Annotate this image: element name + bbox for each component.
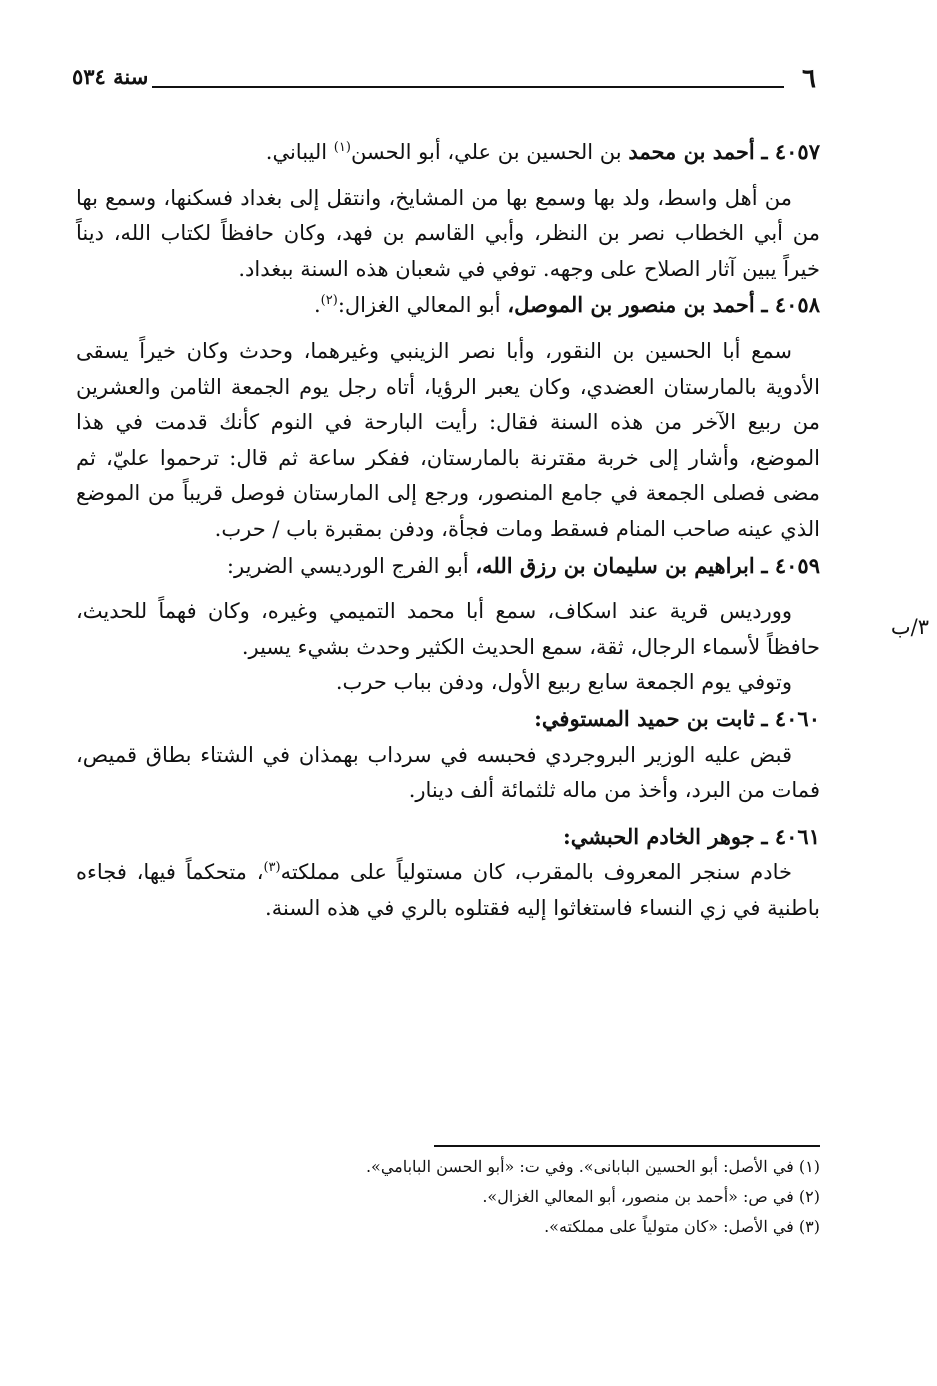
entry-heading-text: بن الحسين بن علي، أبو الحسن	[350, 140, 622, 164]
entry-name: ابراهيم بن سليمان بن رزق الله،	[475, 552, 755, 578]
entry-number: ٤٠٥٩ ـ	[761, 552, 820, 578]
entry-paragraph: من أهل واسط، ولد بها وسمع بها من المشايخ، وانتقل إلى بغداد فسكنها، وسمع بها من أبي الخطاب نصر بن النظر، وأبي القاسم بن فهد، وكان حافظاً لكتاب الله، ديناً خيراً يبين آثار الصلاح على وجهه. توفي في شعبان هذه السنة ببغداد.	[76, 185, 820, 281]
entry-paragraph-text: خادم سنجر المعروف بالمقرب، كان مستولياً على مملكته	[280, 860, 792, 885]
entry-heading	[76, 819, 820, 856]
header-rule	[152, 86, 784, 88]
entry-heading	[76, 134, 820, 171]
footnote-ref: (١)	[333, 140, 351, 155]
footnote-ref: (٣)	[263, 860, 281, 876]
entry-number: ٤٠٦٠ ـ	[761, 705, 820, 731]
entry-paragraph	[76, 855, 820, 926]
footnote: (٢) في ص: «أحمد بن منصور، أبو المعالي الغزال».	[482, 1187, 820, 1206]
entry-heading-text: أبو الفرج الورديسي الضرير:	[226, 553, 469, 578]
entry-paragraph: وورديس قرية عند اسكاف، سمع أبا محمد التميمي وغيره، وكان فهماً للحديث، حافظاً لأسماء الرجال، ثقة، سمع الحديث الكثير وحدث بشيء يسير.	[76, 599, 820, 659]
entry-name: ثابت بن حميد المستوفي:	[534, 705, 755, 731]
entry-heading	[76, 701, 820, 738]
footnote-rule	[434, 1145, 820, 1147]
footnote: (١) في الأصل: أبو الحسين البابانى». وفي ت: «أبو الحسن البابامي».	[365, 1157, 820, 1176]
spacer	[76, 324, 820, 334]
margin-note: ٣/ب	[890, 615, 929, 639]
footnote: (٣) في الأصل: «كان متولياً على مملكته».	[544, 1217, 820, 1236]
entry-paragraph: قبض عليه الوزير البروجردي فحبسه في سرداب بهمذان في الشتاء بطاق قميص، فمات من البرد، وأخذ من ماله ثلثمائة ألف دينار.	[76, 742, 820, 803]
entry-heading-text: اليباني.	[265, 140, 328, 164]
entry-paragraph-text: ، متحكماً فيها، فجاءه باطنية في زي النساء فاستغاثوا إليه فقتلوه بالري في هذه السنة.	[76, 860, 820, 920]
entry-number: ٤٠٥٨ ـ	[761, 292, 820, 318]
page-number: ٦	[802, 64, 816, 94]
main-text	[76, 134, 820, 926]
running-header	[72, 64, 824, 104]
footnote-ref: (٢)	[320, 293, 338, 309]
entry-heading	[76, 548, 820, 585]
spacer	[76, 171, 820, 181]
entry-heading-text: .	[313, 293, 321, 318]
entry-heading	[76, 287, 820, 324]
entry-paragraph: سمع أبا الحسين بن النقور، وأبا نصر الزينبي وغيرهما، وحدث وكان خيراً يسقى الأدوية بالمارستان العضدي، وكان يعبر الرؤيا، أتاه رجل يوم الجمعة الثامن والعشرين من ربيع الآخر من هذه السنة فقال: رأيت البارحة في النوم كأنك قدمت في هذا الموضع، وأشار إلى خربة مقترنة بالمارستان، ففكر ساعة ثم قال: ترحموا عليّ، ثم مضى فصلى الجمعة في جامع المنصور، ورجع إلى المارستان فوصل قريباً من الموضع الذي عينه صاحب المنام فسقط ومات فجأة، ودفن بمقبرة باب / حرب.	[76, 338, 820, 541]
entry-heading-text: أبو المعالي الغزال:	[337, 293, 501, 318]
entry-name: أحمد بن منصور بن الموصل،	[507, 292, 755, 318]
entry-paragraph: وتوفي يوم الجمعة سابع ربيع الأول، ودفن بباب حرب.	[335, 670, 792, 695]
entry-name: جوهر الخادم الحبشي:	[562, 823, 755, 849]
footnotes	[76, 1152, 820, 1242]
entry-number: ٤٠٦١ ـ	[761, 823, 820, 849]
header-year: سنة ٥٣٤	[72, 64, 149, 89]
spacer	[76, 809, 820, 819]
entry-number: ٤٠٥٧ ـ	[761, 139, 820, 164]
entry-name: أحمد بن محمد	[628, 139, 755, 164]
spacer	[76, 584, 820, 594]
